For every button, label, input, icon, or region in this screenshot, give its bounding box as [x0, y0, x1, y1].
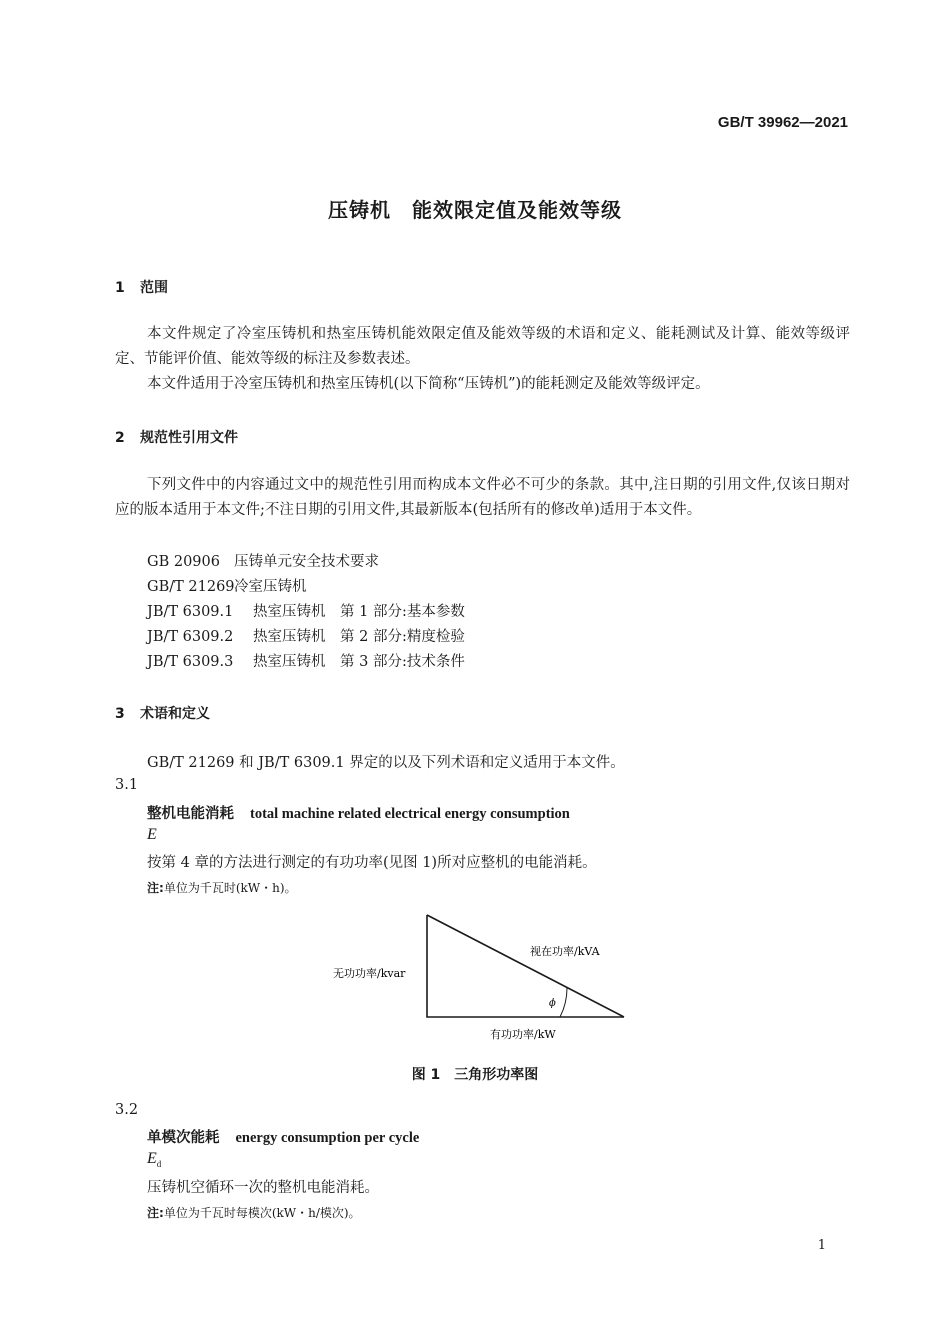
term-definition: 按第 4 章的方法进行测定的有功功率(见图 1)所对应整机的电能消耗。 — [147, 855, 597, 871]
document-title: 压铸机 能效限定值及能效等级 — [328, 198, 622, 222]
section-title: 术语和定义 — [140, 706, 210, 722]
note-text: 单位为千瓦时每模次(kW・h/模次)。 — [163, 1206, 361, 1220]
reference-title: 热室压铸机 第 1 部分:基本参数 — [253, 604, 465, 620]
active-power-label: 有功功率/kW — [490, 1028, 556, 1041]
clause-number: 3.2 — [115, 1102, 139, 1118]
phi-angle-label: ϕ — [549, 998, 556, 1009]
clause-number: 3.1 — [115, 777, 139, 793]
section-number: 1 — [115, 280, 125, 296]
reference-code: GB/T 21269 — [147, 579, 235, 595]
reference-item — [147, 650, 465, 671]
term-note — [147, 879, 297, 896]
reference-title: 热室压铸机 第 3 部分:技术条件 — [253, 654, 465, 670]
note-text: 单位为千瓦时(kW・h)。 — [163, 881, 297, 895]
section-number: 2 — [115, 430, 125, 446]
reference-item — [147, 550, 379, 571]
reference-code: GB 20906 — [147, 554, 220, 570]
note-tag: 注: — [147, 881, 164, 895]
section-number: 3 — [115, 706, 125, 722]
angle-arc — [560, 988, 567, 1017]
reference-code: JB/T 6309.2 — [147, 629, 234, 645]
reference-item — [147, 575, 307, 596]
page-number: 1 — [817, 1238, 826, 1253]
term-zh: 单模次能耗 — [147, 1130, 220, 1146]
section-2-heading — [115, 427, 238, 447]
scope-paragraph-1: 本文件规定了冷室压铸机和热室压铸机能效限定值及能效等级的术语和定义、能耗测试及计算、能效等级评定、节能评价值、能效等级的标注及参数表述。 — [115, 326, 850, 367]
term-definition: 压铸机空循环一次的整机电能消耗。 — [147, 1180, 379, 1196]
reference-code: JB/T 6309.1 — [147, 604, 234, 620]
term-en: total machine related electrical energy consumption — [250, 806, 570, 822]
reference-title: 冷室压铸机 — [234, 579, 307, 595]
reference-item — [147, 600, 465, 621]
figure-caption: 图 1 三角形功率图 — [411, 1067, 539, 1083]
section-3-heading — [115, 703, 210, 723]
reactive-power-label: 无功功率/kvar — [333, 967, 406, 980]
power-triangle-figure — [320, 905, 640, 1050]
section-title: 规范性引用文件 — [140, 430, 238, 446]
term-en: energy consumption per cycle — [235, 1130, 420, 1146]
note-tag: 注: — [147, 1206, 164, 1220]
term-zh: 整机电能消耗 — [147, 806, 234, 822]
reference-item — [147, 625, 465, 646]
terms-intro: GB/T 21269 和 JB/T 6309.1 界定的以及下列术语和定义适用于本文件。 — [147, 755, 625, 771]
triangle-hypotenuse — [427, 915, 624, 1017]
reference-code: JB/T 6309.3 — [147, 654, 234, 670]
term-symbol — [147, 1150, 161, 1169]
symbol-subscript: d — [156, 1159, 162, 1170]
scope-paragraph-2: 本文件适用于冷室压铸机和热室压铸机(以下简称“压铸机”)的能耗测定及能效等级评定。 — [147, 376, 710, 392]
term-entry — [147, 1126, 419, 1147]
term-entry — [147, 802, 570, 823]
symbol-letter: E — [147, 1150, 157, 1167]
reference-title: 热室压铸机 第 2 部分:精度检验 — [253, 629, 465, 645]
normative-references-paragraph: 下列文件中的内容通过文中的规范性引用而构成本文件必不可少的条款。其中,注日期的引用文件,仅该日期对应的版本适用于本文件;不注日期的引用文件,其最新版本(包括所有的修改单)适用于本文件。 — [115, 477, 850, 518]
apparent-power-label: 视在功率/kVA — [530, 945, 600, 958]
term-note — [147, 1204, 361, 1221]
section-title: 范围 — [140, 280, 168, 296]
term-symbol — [147, 826, 157, 844]
section-1-heading — [115, 277, 168, 297]
reference-title: 压铸单元安全技术要求 — [234, 554, 379, 570]
standard-code: GB/T 39962—2021 — [717, 114, 848, 131]
symbol-letter: E — [147, 826, 157, 843]
